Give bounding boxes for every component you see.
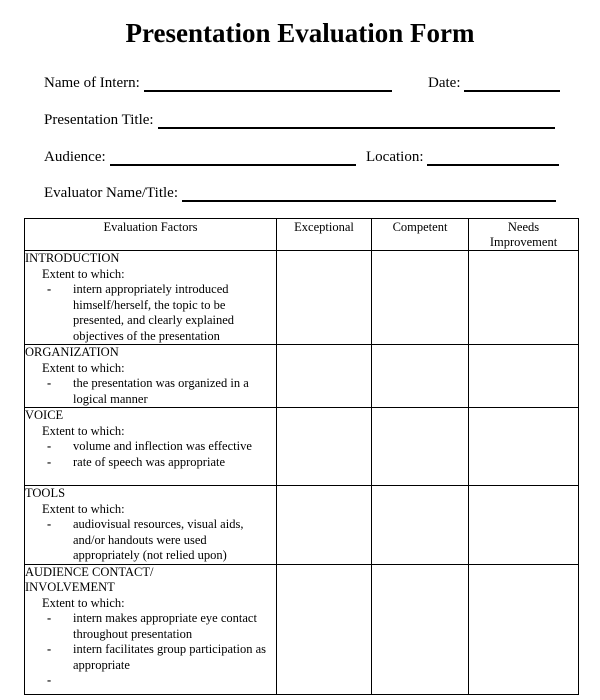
rating-cell-exceptional[interactable] (277, 408, 372, 486)
location-line[interactable] (427, 150, 559, 166)
date-field[interactable] (428, 72, 560, 92)
table-row (25, 486, 579, 565)
factor-heading: AUDIENCE CONTACT/ INVOLVEMENT (25, 564, 154, 594)
factor-extent: Extent to which: (42, 360, 125, 375)
rating-cell-competent[interactable] (372, 345, 469, 408)
form-title: Presentation Evaluation Form (125, 18, 475, 48)
audience-line[interactable] (110, 150, 356, 166)
rating-cell-competent[interactable] (372, 486, 469, 565)
factor-extent: Extent to which: (42, 595, 125, 610)
table-header-row (25, 219, 579, 251)
factor-heading: TOOLS (25, 486, 66, 500)
factor-bullet: - intern facilitates group participation as appropriate (47, 642, 266, 672)
factor-bullet: - intern makes appropriate eye contact throughout presentation (47, 611, 257, 641)
factor-extent: Extent to which: (42, 423, 125, 438)
factor-bullet: - intern appropriately introduced himself/herself, the topic to be presented, and clearly explained objectives of the presentation (47, 282, 235, 343)
evaluation-table (24, 218, 579, 695)
factor-heading: ORGANIZATION (25, 345, 119, 359)
intern-name-line[interactable] (144, 76, 392, 92)
rating-cell-exceptional[interactable] (277, 564, 372, 694)
rating-cell-needs-improvement[interactable] (469, 564, 579, 694)
factor-heading: INTRODUCTION (25, 251, 120, 265)
date-line[interactable] (464, 76, 560, 92)
intern-name-field[interactable] (44, 72, 392, 92)
rating-cell-needs-improvement[interactable] (469, 251, 579, 345)
table-row (25, 251, 579, 345)
factor-extent: Extent to which: (42, 266, 125, 281)
rating-cell-needs-improvement[interactable] (469, 408, 579, 486)
bullet-dash: - (47, 439, 52, 453)
rating-cell-competent[interactable] (372, 251, 469, 345)
table-row (25, 408, 579, 486)
presentation-title-line[interactable] (158, 113, 555, 129)
bullet-dash: - (47, 454, 52, 469)
bullet-dash: - (47, 673, 52, 687)
factor-heading: VOICE (25, 408, 64, 422)
date-label: Date: (428, 75, 461, 91)
factor-bullet: - the presentation was organized in a logical manner (47, 376, 249, 406)
audience-field[interactable] (44, 146, 356, 166)
evaluator-field[interactable] (44, 182, 556, 202)
bullet-dash: - (47, 642, 52, 656)
factor-bullet: - volume and inflection was effective (47, 439, 252, 453)
factor-introduction (25, 251, 277, 345)
bullet-dash: - (47, 611, 52, 625)
table-row (25, 564, 579, 694)
intern-name-label: Name of Intern: (44, 75, 140, 91)
factor-audience-contact (25, 564, 277, 694)
presentation-title-field[interactable] (44, 109, 555, 129)
factor-extent: Extent to which: (42, 501, 125, 516)
header-competent: Competent (372, 219, 469, 251)
audience-label: Audience: (44, 149, 106, 165)
location-field[interactable] (366, 146, 559, 166)
location-label: Location: (366, 149, 424, 165)
header-needs-line1: Needs (507, 220, 540, 234)
presentation-title-label: Presentation Title: (44, 112, 154, 128)
factor-tools (25, 486, 277, 565)
factor-bullet: - rate of speech was appropriate (47, 454, 226, 469)
header-evaluation-factors: Evaluation Factors (25, 219, 277, 251)
rating-cell-competent[interactable] (372, 408, 469, 486)
header-exceptional: Exceptional (277, 219, 372, 251)
table-row (25, 345, 579, 408)
rating-cell-exceptional[interactable] (277, 251, 372, 345)
factor-voice (25, 408, 277, 486)
rating-cell-exceptional[interactable] (277, 486, 372, 565)
factor-organization (25, 345, 277, 408)
header-needs-improvement (469, 219, 579, 251)
rating-cell-needs-improvement[interactable] (469, 345, 579, 408)
bullet-dash: - (47, 517, 52, 531)
bullet-dash: - (47, 376, 52, 390)
rating-cell-competent[interactable] (372, 564, 469, 694)
factor-bullet: - audiovisual resources, visual aids, and/or handouts were used appropriately (not relied upon) (47, 517, 244, 562)
rating-cell-needs-improvement[interactable] (469, 486, 579, 565)
rating-cell-exceptional[interactable] (277, 345, 372, 408)
evaluator-label: Evaluator Name/Title: (44, 185, 179, 201)
evaluator-line[interactable] (182, 186, 556, 202)
header-needs-line2: Improvement (489, 235, 558, 249)
bullet-dash: - (47, 282, 52, 296)
